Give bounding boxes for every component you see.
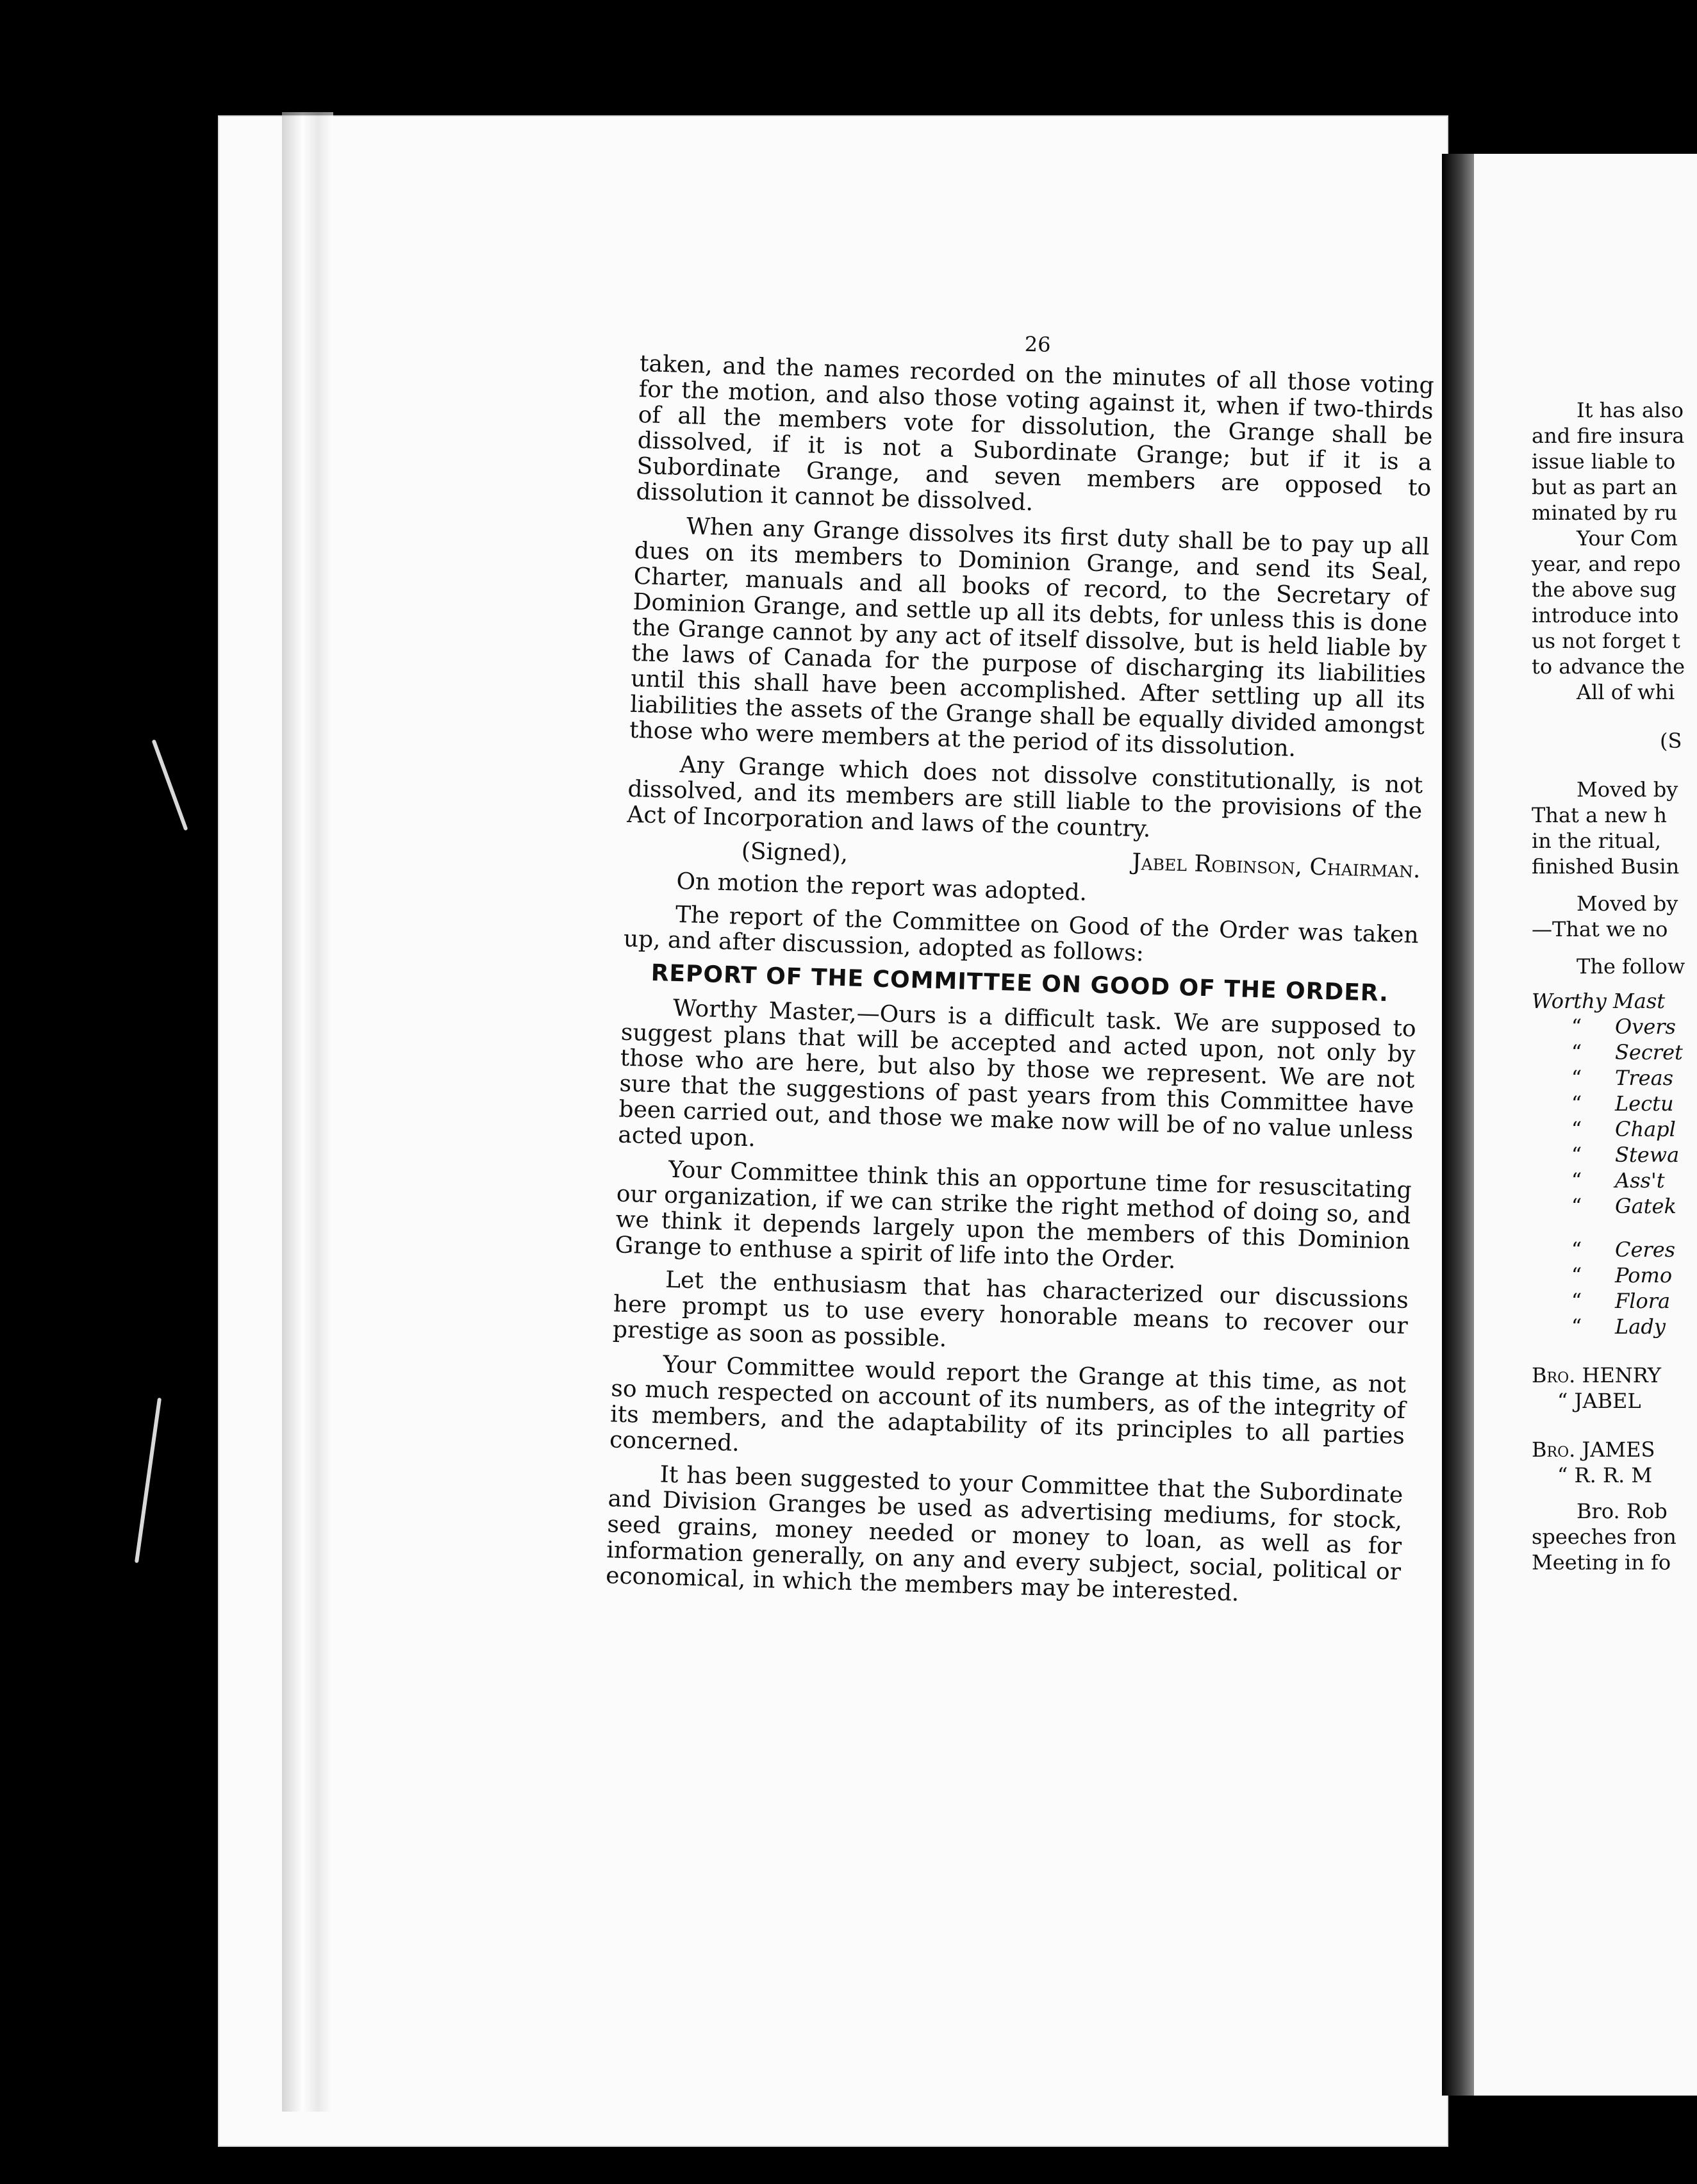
paragraph: taken, and the names recorded on the minutes of all those voting for the motion, and also those voting against it, when if two-thirds of all the members vote for dissolution, the Grange shall be dissolved, if it is not a Subordinate Grange; but if it is a Subordinate Grange, and seven members are opposed to dissolution it cannot be dissolved. bbox=[635, 350, 1435, 517]
officer-title: Lectu bbox=[1615, 1091, 1674, 1116]
text-line: The follow bbox=[1577, 954, 1685, 979]
text-line: in the ritual, bbox=[1532, 829, 1662, 853]
text-line: (S bbox=[1660, 729, 1682, 753]
officer-title: Ass't bbox=[1615, 1168, 1665, 1193]
ditto-mark: “ bbox=[1571, 1091, 1582, 1116]
officer-title: Ceres bbox=[1615, 1237, 1676, 1262]
officer-title: Overs bbox=[1615, 1014, 1676, 1039]
text-line: Moved by bbox=[1577, 777, 1678, 802]
officer-line bbox=[1532, 1065, 1697, 1091]
officer-line bbox=[1532, 1262, 1697, 1288]
officer-title: Chapl bbox=[1615, 1117, 1676, 1141]
motion-text: On motion the report was adopted. bbox=[676, 868, 1088, 906]
text-line: issue liable to bbox=[1532, 449, 1676, 474]
paragraph: When any Grange dissolves its first duty shall be to pay up all dues on its members to Dominion Grange, and send its Seal, Charter, manuals and all books of record, to the Secretary of Dominion Grange, and settle up all its debts, for unless this is done the Grange cannot by any act of itself dissolve, but is held liable by the laws of Canada for the purpose of discharging its liabilities until this shall have been accomplished. After settling up all its liabilities the assets of the Grange shall be equally divided amongst those who were members at the period of its dissolution. bbox=[629, 513, 1430, 762]
officer-title: Secret bbox=[1615, 1040, 1683, 1064]
text-line: finished Busin bbox=[1532, 854, 1680, 879]
text-line: —That we no bbox=[1532, 917, 1668, 941]
text-line: “ JABEL bbox=[1557, 1389, 1641, 1413]
officer-line bbox=[1532, 1039, 1697, 1065]
page-edges bbox=[282, 112, 333, 2112]
officer-line bbox=[1532, 1288, 1697, 1314]
text-line: “ R. R. M bbox=[1557, 1463, 1653, 1487]
officer-title: Treas bbox=[1615, 1066, 1674, 1090]
paragraph: Your Committee would report the Grange at this time, as not so much respected on account of its numbers, as of the integrity of its members, and the adaptability of its principles to all parties concerned. bbox=[609, 1351, 1407, 1457]
text-line: It has also bbox=[1577, 398, 1684, 422]
paragraph: Your Committee think this an opportune time for resuscitating our organization, if we can strike the right method of doing so, and we think it depends largely upon the members of this Dominion Grange to enthuse a spirit of life into the Order. bbox=[615, 1156, 1412, 1274]
text-line: the above sug bbox=[1532, 577, 1677, 602]
ditto-mark: “ bbox=[1571, 1143, 1582, 1167]
text-line: Bro. JAMES bbox=[1532, 1437, 1655, 1462]
officer-line bbox=[1532, 1116, 1697, 1142]
ditto-mark: “ bbox=[1571, 1237, 1582, 1262]
officer-title: Flora bbox=[1615, 1289, 1671, 1313]
ditto-mark: “ bbox=[1571, 1194, 1582, 1218]
officer-title: Lady bbox=[1615, 1314, 1666, 1339]
film-scratch bbox=[152, 739, 188, 831]
paragraph: Worthy Master,—Ours is a difficult task. We are supposed to suggest plans that will be accepted and acted upon, not only by those who are here, but also by those we represent. We are not sure that the suggestions of past years from this Committee have been carried out, and those we make now will be of no value unless acted upon. bbox=[617, 995, 1417, 1152]
text-line: Bro. Rob bbox=[1577, 1499, 1668, 1523]
text-line: Your Com bbox=[1577, 526, 1678, 550]
text-line: us not forget t bbox=[1532, 629, 1680, 653]
text-line: Bro. HENRY bbox=[1532, 1363, 1661, 1387]
officer-line bbox=[1532, 1168, 1697, 1193]
officer-line bbox=[1532, 1237, 1697, 1262]
ditto-mark: “ bbox=[1571, 1117, 1582, 1141]
ditto-mark: “ bbox=[1571, 1040, 1582, 1064]
ditto-mark: “ bbox=[1571, 1168, 1582, 1193]
signed-label: (Signed), bbox=[741, 838, 848, 868]
report-heading: REPORT OF THE COMMITTEE ON GOOD OF THE ORDER. bbox=[650, 959, 1389, 1007]
text-line: but as part an bbox=[1532, 475, 1678, 499]
ditto-mark: “ bbox=[1571, 1263, 1582, 1287]
text-line: All of whi bbox=[1577, 680, 1675, 704]
text-line: speeches fron bbox=[1532, 1525, 1676, 1549]
ditto-mark: “ bbox=[1571, 1014, 1582, 1039]
text-line: Worthy Mast bbox=[1532, 989, 1666, 1013]
officer-line bbox=[1532, 1091, 1697, 1116]
officer-line bbox=[1532, 1014, 1697, 1039]
text-line: year, and repo bbox=[1532, 552, 1681, 576]
officer-line bbox=[1532, 1193, 1697, 1219]
ditto-mark: “ bbox=[1571, 1314, 1582, 1339]
officer-title: Stewa bbox=[1615, 1143, 1680, 1167]
officer-title: Gatek bbox=[1615, 1194, 1676, 1218]
film-scratch bbox=[135, 1398, 161, 1563]
text-line: introduce into bbox=[1532, 603, 1679, 627]
officer-line bbox=[1532, 1314, 1697, 1339]
intro-text: The report of the Committee on Good of the Order was taken up, and after discussion, adopted as follows: bbox=[623, 901, 1420, 967]
text-line: That a new h bbox=[1532, 803, 1668, 827]
left-page-text bbox=[605, 320, 1435, 1619]
officer-title: Pomo bbox=[1615, 1263, 1673, 1287]
text-line: Meeting in fo bbox=[1532, 1550, 1671, 1575]
text-line: Moved by bbox=[1577, 891, 1678, 916]
paragraph: It has been suggested to your Committee that the Subordinate and Division Granges be used as advertising mediums, for stock, seed grains, money needed or money to loan, as well as for information generally, on any and every subject, social, political or economical, in which the members may be interested. bbox=[605, 1461, 1403, 1607]
text-line: and fire insura bbox=[1532, 424, 1685, 448]
ditto-mark: “ bbox=[1571, 1066, 1582, 1090]
officer-line bbox=[1532, 1142, 1697, 1168]
paragraph: Any Grange which does not dissolve constitutionally, is not dissolved, and its members are still liable to the provisions of the Act of Incorporation and laws of the country. bbox=[626, 751, 1423, 843]
right-page-text bbox=[1532, 397, 1697, 1575]
signed-name: Jabel Robinson, Chairman. bbox=[1131, 848, 1421, 884]
text-line: to advance the bbox=[1532, 654, 1685, 679]
paragraph: Let the enthusiasm that has characterized our discussions here prompt us to use every honorable means to recover our prestige as soon as possible. bbox=[612, 1266, 1409, 1352]
text-line: minated by ru bbox=[1532, 500, 1678, 525]
page-number: 26 bbox=[1024, 331, 1052, 357]
ditto-mark: “ bbox=[1571, 1289, 1582, 1313]
